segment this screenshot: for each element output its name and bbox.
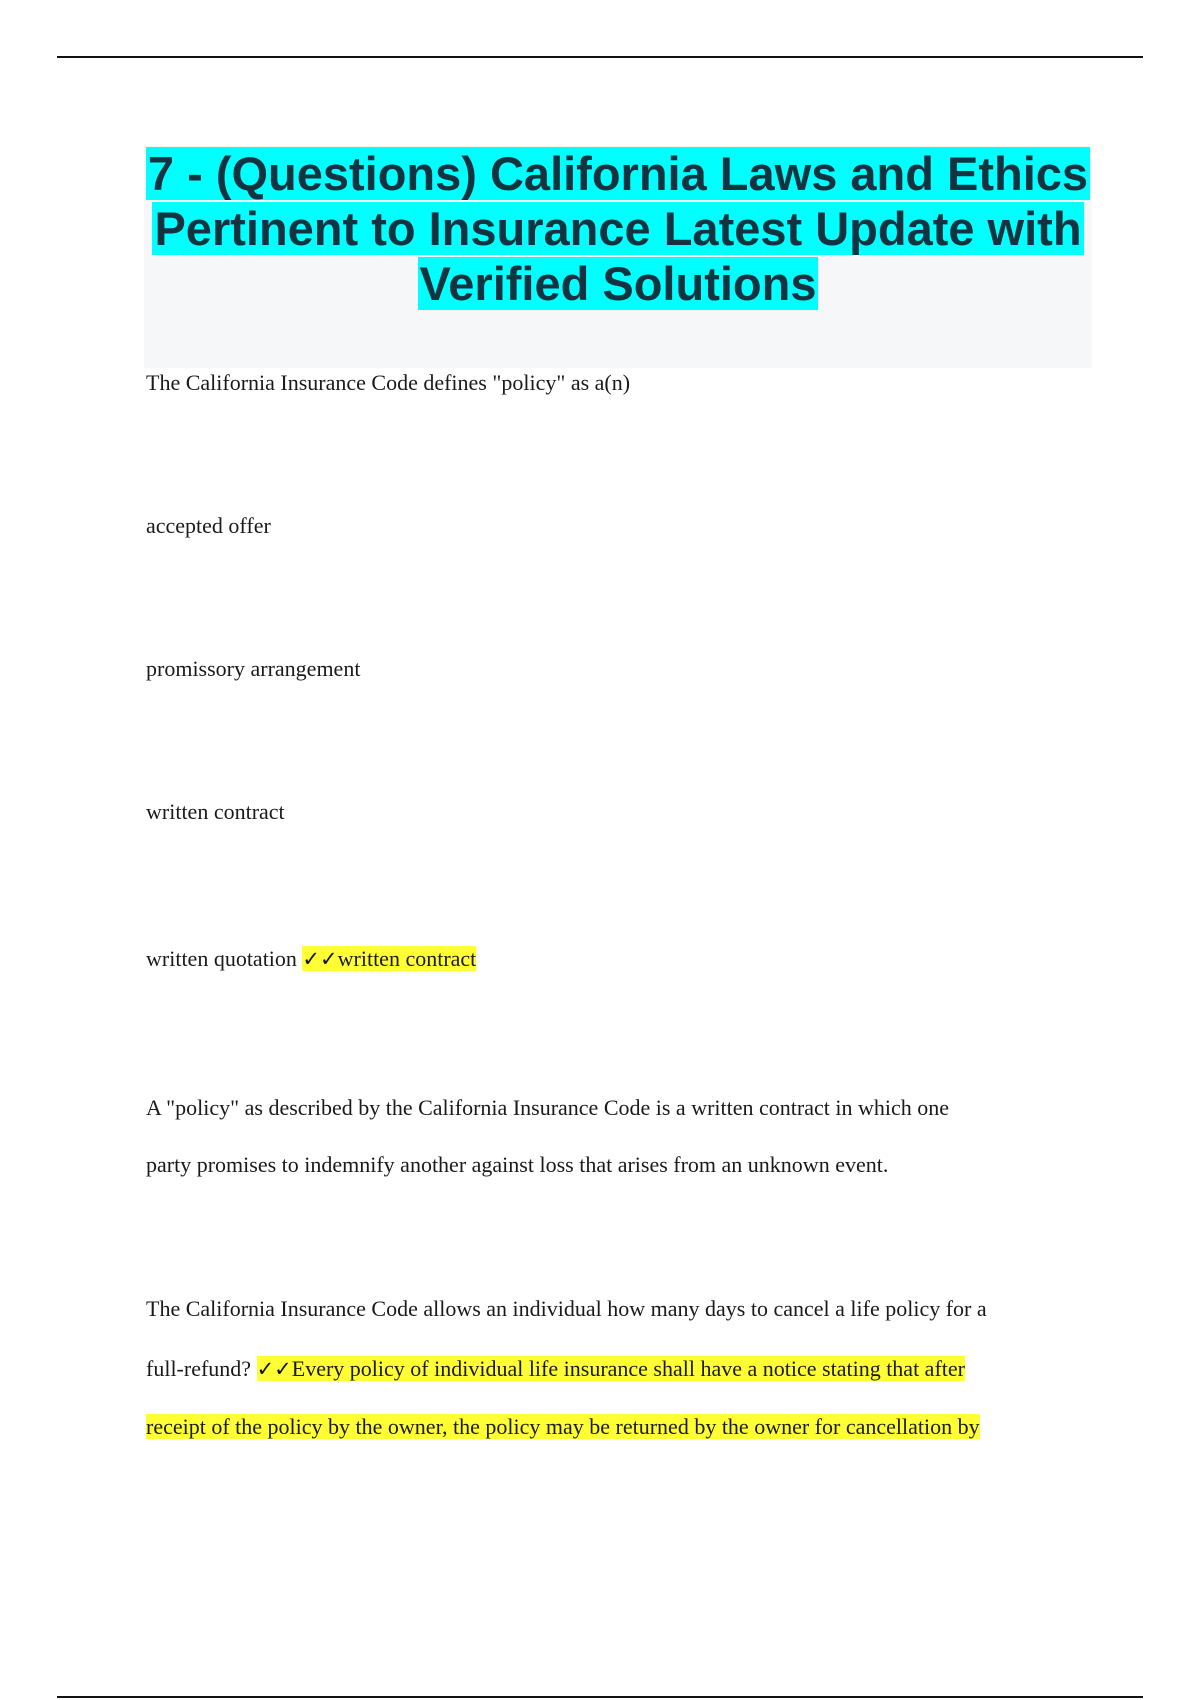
question-1: The California Insurance Code defines "policy" as a(n) xyxy=(146,370,631,395)
explanation-1-line-1: A "policy" as described by the California Insurance Code is a written contract in which one xyxy=(146,1095,949,1120)
title-banner xyxy=(144,146,1092,368)
bottom-rule xyxy=(57,1696,1143,1698)
check-icon: ✓✓ xyxy=(256,1357,292,1381)
option-written-contract: written contract xyxy=(146,799,285,824)
option-written-quotation: written quotation xyxy=(146,946,297,971)
explanation-1-line-2: party promises to indemnify another against loss that arises from an unknown event. xyxy=(146,1152,889,1177)
question-2-line-1: The California Insurance Code allows an individual how many days to cancel a life policy for a xyxy=(146,1296,987,1321)
answer-2-line-1: Every policy of individual life insurance shall have a notice stating that after xyxy=(291,1356,965,1381)
answer-1-highlight xyxy=(302,946,476,971)
check-icon: ✓✓ xyxy=(302,947,338,971)
option-written-quotation-line xyxy=(146,946,476,972)
question-2-tail: full-refund? xyxy=(146,1356,257,1381)
document-title xyxy=(144,146,1092,311)
answer-1: written contract xyxy=(337,946,477,971)
option-accepted-offer: accepted offer xyxy=(146,513,271,538)
top-rule xyxy=(57,56,1143,58)
answer-2-highlight-line-1 xyxy=(257,1356,965,1381)
answer-2-line-2: receipt of the policy by the owner, the policy may be returned by the owner for cancellation by xyxy=(146,1414,980,1439)
option-promissory-arrangement: promissory arrangement xyxy=(146,656,361,681)
document-title-text: 7 - (Questions) California Laws and Ethics Pertinent to Insurance Latest Update with Verified Solutions xyxy=(147,147,1089,310)
question-2-line-2 xyxy=(146,1356,965,1382)
answer-2-line-2-row xyxy=(146,1414,980,1440)
